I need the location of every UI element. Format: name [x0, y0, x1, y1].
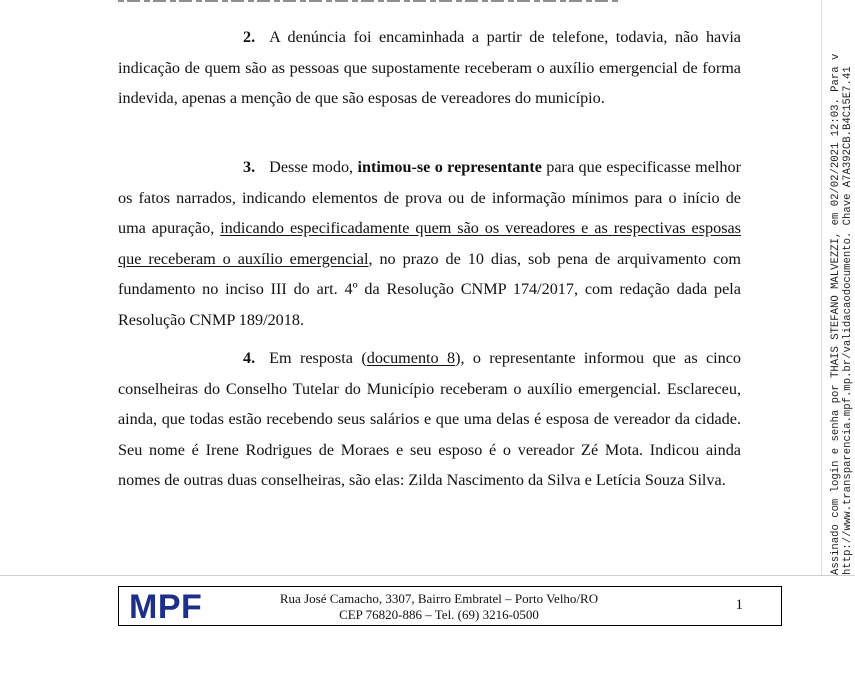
paragraph-4: [118, 343, 741, 496]
paragraph-text-a: Desse modo,: [269, 158, 358, 176]
paragraph-number: 2.: [243, 28, 256, 46]
paragraph-3: [118, 152, 741, 335]
paragraph-text-c: ), o representante informou que as cinco conselheiras do Conselho Tutelar do Município receberam o auxílio emergencial. Esclareceu, ainda, que todas estão recebendo seus salários e que uma delas é esposa de vereador da cidade. Seu nome é Irene Rodrigues de Moraes e seu esposo é o vereador Zé Mota. Indicou ainda nomes de outras duas conselheiras, são elas: Zilda Nascimento da Silva e Letícia Souza Silva.: [118, 349, 742, 489]
footer-address: [259, 591, 619, 623]
paragraph-text-a: Em resposta (: [269, 349, 367, 367]
paragraph-number: 3.: [243, 158, 256, 176]
paragraph-underlined-text: indicando especificadamente quem são os vereadores e as respectivas esposas que receberam o auxílio emergencial: [118, 219, 741, 268]
mpf-logo: MPF: [129, 588, 203, 626]
footer-address-line2: CEP 76820-886 – Tel. (69) 3216-0500: [339, 607, 539, 622]
signature-line2: http://www.transparencia.mpf.mp.br/validacaodocumento. Chave A7A392CB.B4C15E7.41: [842, 66, 854, 575]
footer-address-line1: Rua José Camacho, 3307, Bairro Embratel – Porto Velho/RO: [279, 591, 599, 606]
paragraph-number: 4.: [243, 349, 256, 367]
page-bottom-edge: [0, 575, 855, 577]
signature-line1: Assinado com login e senha por THAIS STEFANO MALVEZZI, em 02/02/2021 12:03. Para v: [830, 53, 842, 575]
paragraph-text-e: , no prazo de 10 dias, sob pena de arquivamento com fundamento no inciso III do art. 4º da Resolução CNMP 174/2017, com redação dada pela Resolução CNMP 189/2018.: [118, 249, 741, 329]
paragraph-text: A denúncia foi encaminhada a partir de telefone, todavia, não havia indicação de quem são as pessoas que supostamente receberam o auxílio emergencial de forma indevida, apenas a menção de que são esposas de vereadores do município.: [118, 28, 741, 107]
page-number: 1: [735, 597, 743, 613]
signature-margin-rule: [821, 0, 822, 575]
page-footer: [118, 586, 782, 626]
digital-signature-stamp: [828, 0, 855, 673]
cut-off-previous-line: [118, 0, 618, 4]
document-reference-link: documento 8: [366, 349, 456, 367]
paragraph-text-c: para que especificasse melhor os fatos narrados, indicando elementos de prova ou de informação mínimos para o início de uma apuração,: [118, 158, 741, 237]
paragraph-bold-text: intimou-se o representante: [357, 158, 542, 176]
paragraph-2: [118, 22, 741, 114]
